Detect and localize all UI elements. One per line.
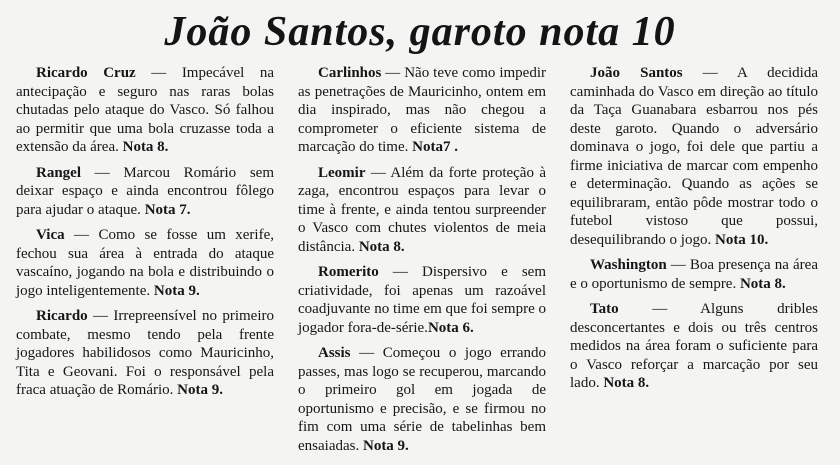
column-3 [556, 64, 828, 456]
rating-text: — Alguns dribles desconcertantes e dois ou três centros medidos na área foram o suficiente para o Vasco reforçar a marcação por seu lado. [570, 301, 818, 391]
rating-text: — Além da forte proteção à zaga, encontrou espaços para levar o time à frente, e ainda tentou surpreender o Vasco com chutes violentos de meia distância. [298, 164, 546, 255]
player-name: Ricardo [36, 308, 88, 324]
rating-score: Nota 9. [177, 382, 223, 398]
player-rating [298, 164, 546, 257]
rating-score: Nota 6. [427, 319, 474, 336]
rating-score: Nota 7. [144, 201, 191, 218]
player-name: Rangel [36, 164, 81, 181]
player-name: Washington [590, 257, 667, 273]
rating-text: — Como se fosse um xerife, fechou sua área à entrada do ataque vascaíno, jogando na bola e distribuindo o jogo inteligentemente. [16, 227, 274, 299]
rating-text: — Irrepreensível no primeiro combate, mesmo tendo pela frente jogadores habilidosos como Mauricinho, Tita e Geovani. Foi o responsável pela fraca atuação de Romário. [16, 308, 274, 398]
player-rating [298, 64, 546, 157]
rating-text: — Boa presença na área e o oportunismo de sempre. [570, 257, 818, 292]
player-name: Leomir [318, 164, 366, 181]
rating-text: — Começou o jogo errando passes, mas logo se recuperou, marcando o primeiro gol em jogada de oportunismo e precisão, e se firmou no fim com uma série de tabelinhas bem ensaiadas. [298, 345, 546, 454]
player-name: João Santos [590, 65, 683, 81]
rating-text: — Não teve como impedir as penetrações de Mauricinho, ontem em dia inspirado, mas não chegou a comprometer o eficiente sistema de marcação do time. [298, 65, 546, 155]
rating-score: Nota 9. [153, 282, 200, 299]
rating-score: Nota 8. [358, 238, 405, 255]
player-name: Vica [36, 227, 65, 243]
rating-score: Nota 8. [739, 275, 786, 292]
rating-score: Nota 8. [122, 139, 169, 155]
player-rating [16, 164, 274, 220]
player-rating [298, 263, 546, 337]
player-name: Tato [590, 301, 619, 317]
rating-text: — Dispersivo e sem criatividade, foi apenas um razoável coadjuvante no time em que foi sempre o jogador fora-de-série. [298, 264, 546, 336]
player-name: Assis [318, 345, 351, 361]
rating-score: Nota 10. [714, 231, 769, 248]
player-rating [570, 300, 818, 393]
player-rating [16, 307, 274, 400]
rating-score: Nota 9. [362, 437, 409, 454]
player-name: Carlinhos [318, 65, 382, 81]
player-rating [16, 64, 274, 157]
player-rating [570, 64, 818, 249]
rating-text: — Marcou Romário sem deixar espaço e ainda encontrou fôlego para ajudar o ataque. [16, 164, 274, 218]
player-rating [570, 256, 818, 293]
rating-score: Nota7 . [412, 139, 458, 155]
article-columns [12, 64, 828, 456]
headline: João Santos, garoto nota 10 [164, 9, 676, 55]
rating-score: Nota 8. [603, 375, 650, 391]
player-name: Ricardo Cruz [36, 65, 136, 81]
rating-text: — A decidida caminhada do Vasco em direção ao título da Taça Guanabara esbarrou nos pés deste garoto. Quando o adversário dominava o jogo, foi dele que partiu a firme iniciativa de marcar com empenho e determinação. Quando as ações se equilibraram, então pôde mostrar todo o futebol vistoso que possui, desequilibrando o jogo. [570, 65, 818, 248]
column-2 [284, 64, 556, 456]
player-rating [298, 344, 546, 455]
player-name: Romerito [318, 264, 379, 280]
player-rating [16, 226, 274, 300]
column-1 [12, 64, 284, 456]
rating-text: — Impecável na antecipação e seguro nas raras bolas chutadas pelo ataque do Vasco. Só falhou ao permitir que uma bola cruzasse toda a extensão da área. [16, 65, 274, 155]
